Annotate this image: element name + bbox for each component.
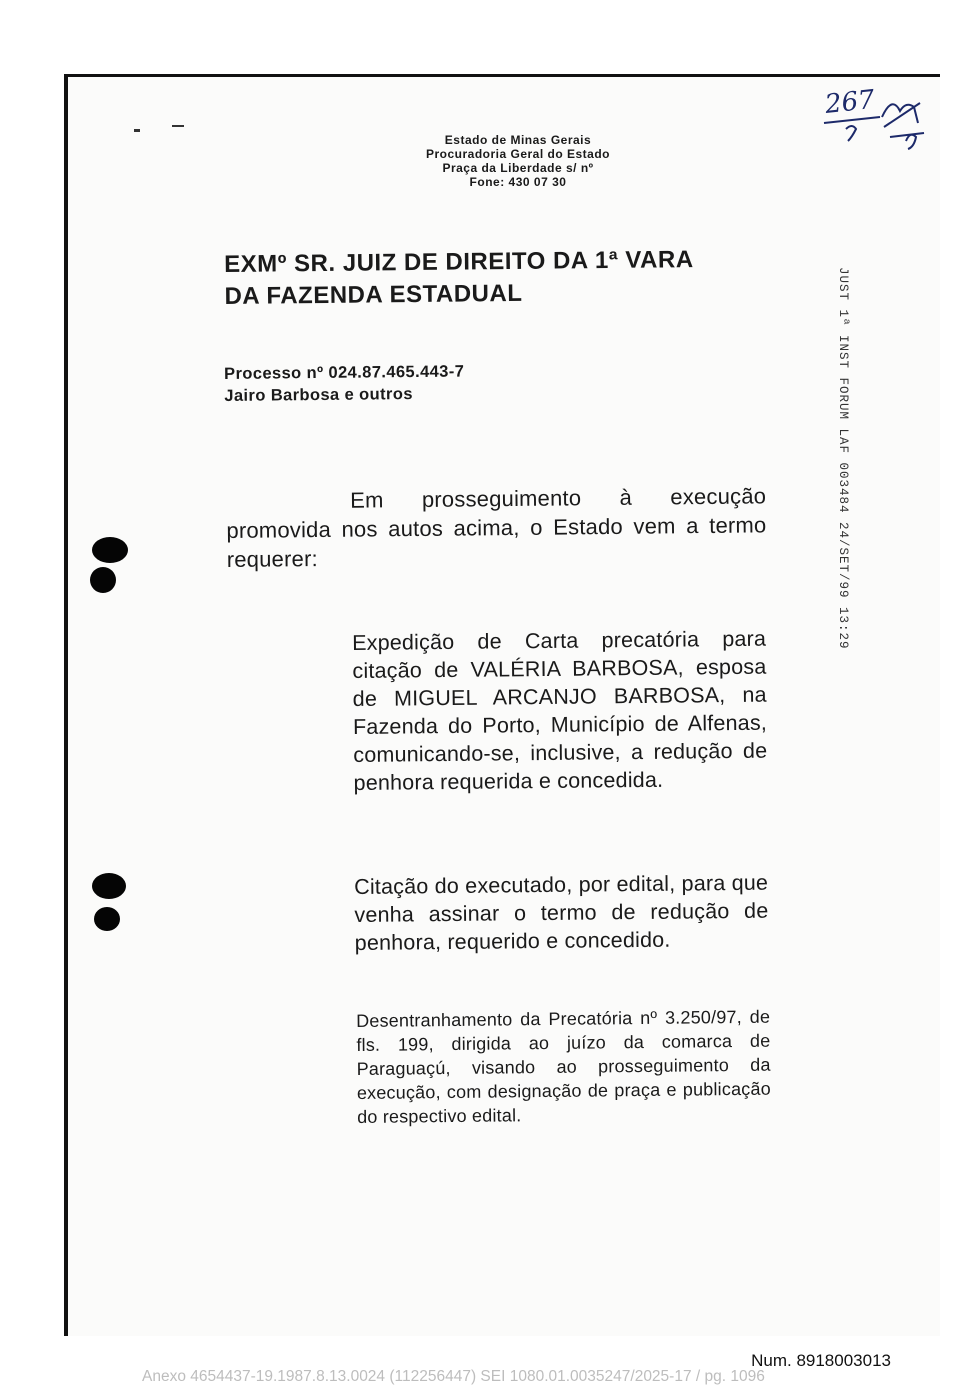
punch-hole-mark bbox=[90, 567, 116, 593]
request-item-1: Expedição de Carta precatória para citação de VALÉRIA BARBOSA, esposa de MIGUEL ARCANJO BARBOSA, na Fazenda do Porto, Município de Alfenas, comunicando-se, inclusive, a redução de penhora requerida e concedida. bbox=[352, 626, 768, 795]
punch-hole-mark bbox=[92, 873, 126, 899]
punch-hole-mark bbox=[92, 537, 128, 563]
letterhead bbox=[388, 133, 648, 189]
addressee-line-1: EXMº SR. JUIZ DE DIREITO DA 1ª VARA bbox=[224, 246, 694, 278]
punch-hole-mark bbox=[94, 907, 120, 931]
process-info bbox=[224, 359, 624, 407]
addressee-heading bbox=[224, 243, 785, 313]
request-item-3: Desentranhamento da Precatória nº 3.250/97, de fls. 199, dirigida ao juízo da comarca de Paraguaçú, visando ao prosseguimento da execução, com designação de praça e publicação do respectivo edital. bbox=[356, 1006, 771, 1127]
ink-mark bbox=[134, 129, 140, 132]
addressee-line-2: DA FAZENDA ESTADUAL bbox=[224, 279, 523, 310]
letterhead-state: Estado de Minas Gerais bbox=[444, 133, 592, 147]
letterhead-phone: Fone: 430 07 30 bbox=[469, 175, 567, 189]
document-number: Num. 8918003013 bbox=[751, 1351, 891, 1370]
protocol-stamp bbox=[828, 267, 856, 650]
scanned-page bbox=[64, 74, 940, 1336]
handwritten-number-text: 267 bbox=[823, 84, 877, 120]
intro-paragraph: Em prosseguimento à execução promovida nos autos acima, o Estado vem a termo requerer: bbox=[226, 483, 767, 572]
request-item-2: Citação do executado, por edital, para que venha assinar o termo de redução de penhora, requerido e concedido. bbox=[354, 870, 769, 955]
protocol-stamp-text: JUST 1ª INST FORUM LAF 003484 24/SET/99 13:29 bbox=[836, 267, 850, 650]
ink-mark bbox=[172, 125, 184, 127]
handwritten-page-number bbox=[820, 83, 930, 163]
letterhead-address: Praça da Liberdade s/ nº bbox=[442, 161, 594, 175]
letterhead-office: Procuradoria Geral do Estado bbox=[425, 147, 611, 161]
process-parties: Jairo Barbosa e outros bbox=[224, 385, 413, 405]
annex-reference: Anexo 4654437-19.1987.8.13.0024 (112256447) SEI 1080.01.0035247/2025-17 / pg. 1096 bbox=[142, 1368, 765, 1385]
process-number: Processo nº 024.87.465.443-7 bbox=[224, 362, 465, 383]
